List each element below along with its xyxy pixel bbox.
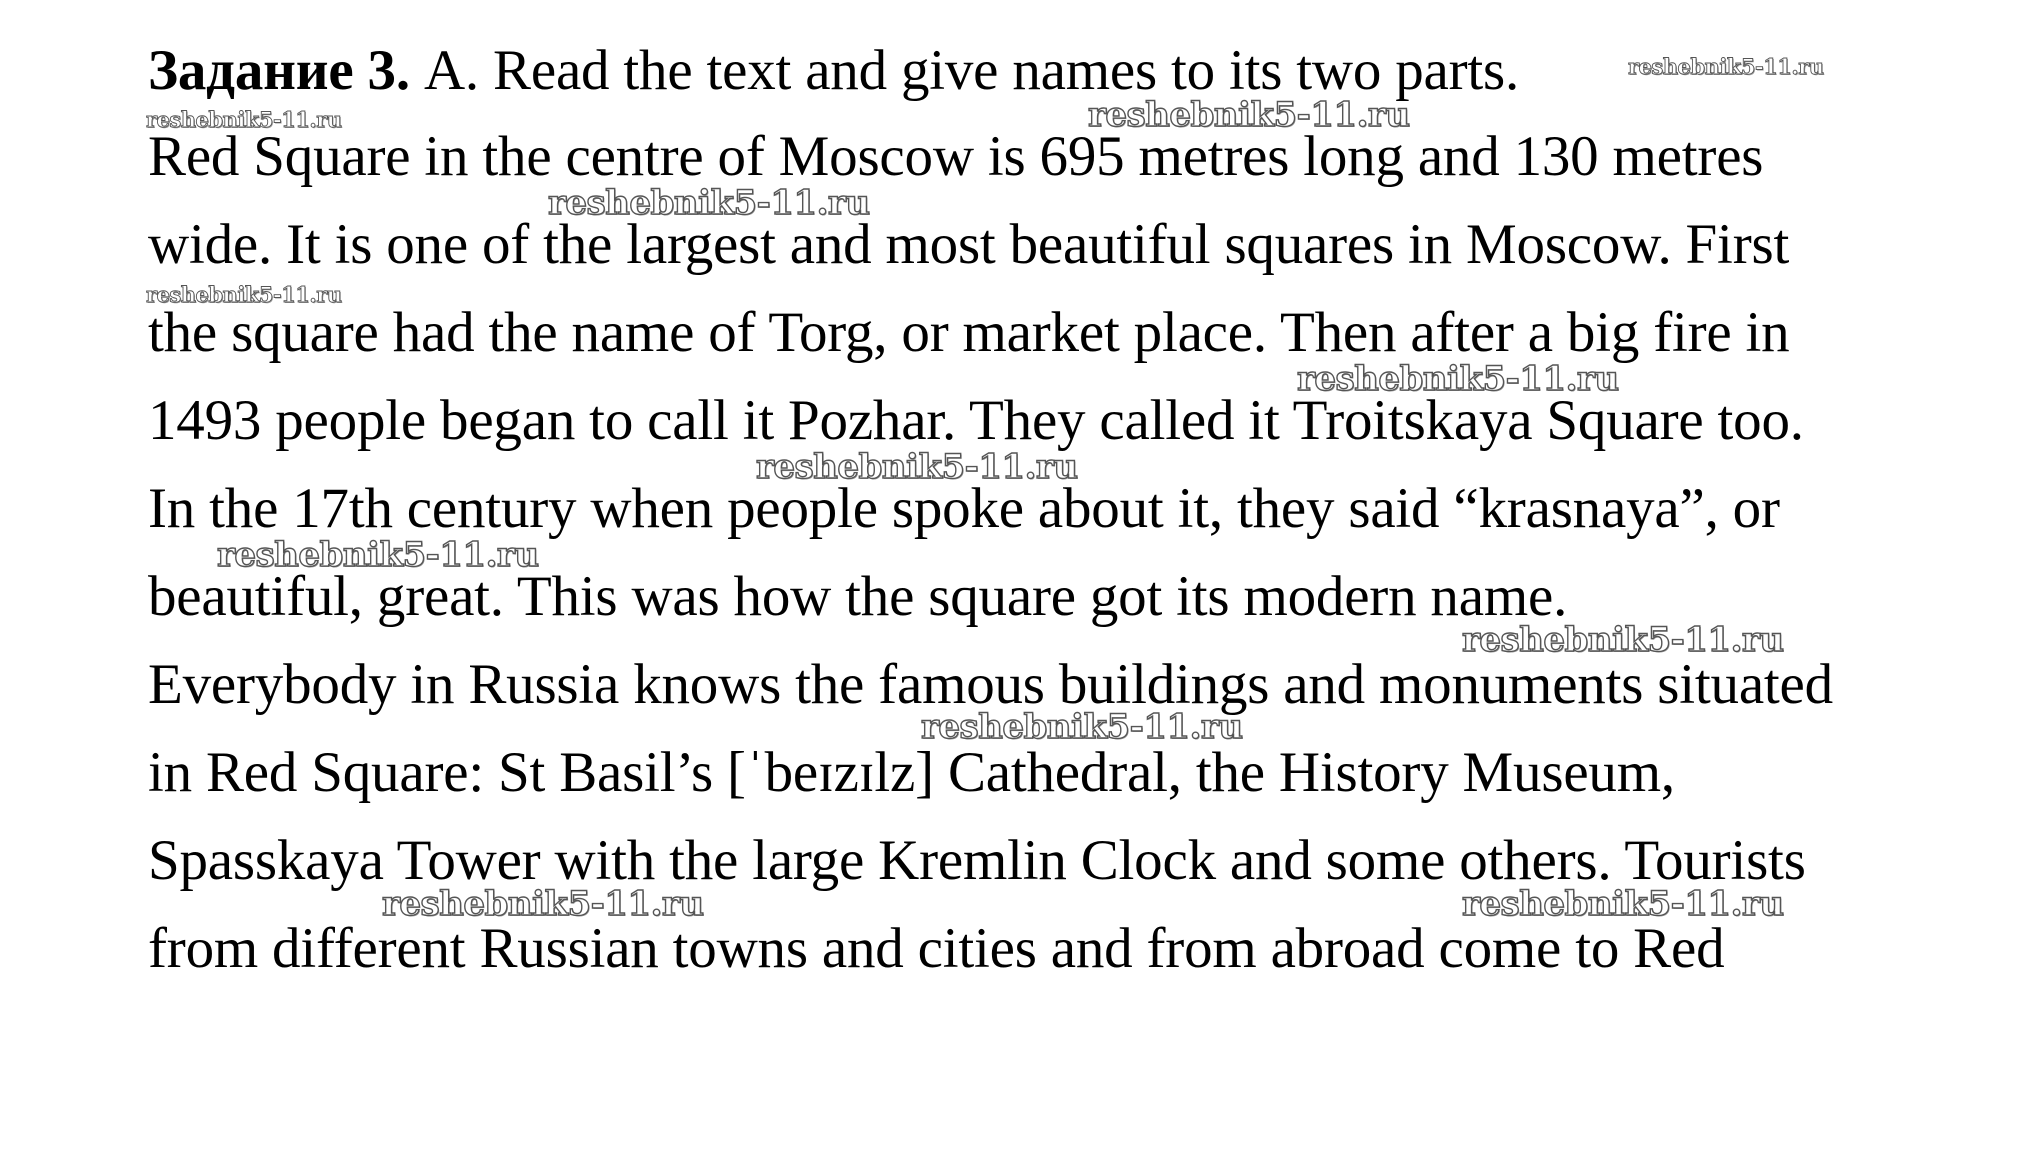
watermark: reshebnik5-11.ru: [1628, 54, 1824, 79]
text-line: beautiful, great. This was how the square got its modern name.: [148, 565, 1568, 628]
watermark: reshebnik5-11.ru: [756, 447, 1078, 487]
text-line: 1493 people began to call it Pozhar. They called it Troitskaya Square too.: [148, 389, 1804, 452]
text-line: wide. It is one of the largest and most beautiful squares in Moscow. First: [148, 213, 1790, 276]
watermark: reshebnik5-11.ru: [1088, 95, 1410, 135]
watermark: reshebnik5-11.ru: [382, 884, 704, 924]
text-line: In the 17th century when people spoke about it, they said “krasnaya”, or: [148, 477, 1780, 540]
watermark: reshebnik5-11.ru: [217, 535, 539, 575]
watermark: reshebnik5-11.ru: [548, 183, 870, 223]
text-line: Everybody in Russia knows the famous buildings and monuments situated: [148, 653, 1833, 716]
text-line: from different Russian towns and cities and from abroad come to Red: [148, 917, 1725, 980]
text-line: the square had the name of Torg, or market place. Then after a big fire in: [148, 301, 1790, 364]
text-line: Spasskaya Tower with the large Kremlin Clock and some others. Tourists: [148, 829, 1806, 892]
task-instruction: A. Read the text and give names to its two parts.: [409, 39, 1520, 102]
watermark: reshebnik5-11.ru: [1462, 620, 1784, 660]
text-line: in Red Square: St Basil’s [ˈbeɪzɪlz] Cathedral, the History Museum,: [148, 741, 1675, 804]
watermark: reshebnik5-11.ru: [921, 707, 1243, 747]
watermark: reshebnik5-11.ru: [1462, 884, 1784, 924]
watermark: reshebnik5-11.ru: [1297, 359, 1619, 399]
watermark: reshebnik5-11.ru: [146, 107, 342, 132]
text-line: Red Square in the centre of Moscow is 695 metres long and 130 metres: [148, 125, 1764, 188]
task-label: Задание 3.: [148, 39, 410, 102]
watermark: reshebnik5-11.ru: [146, 282, 342, 307]
